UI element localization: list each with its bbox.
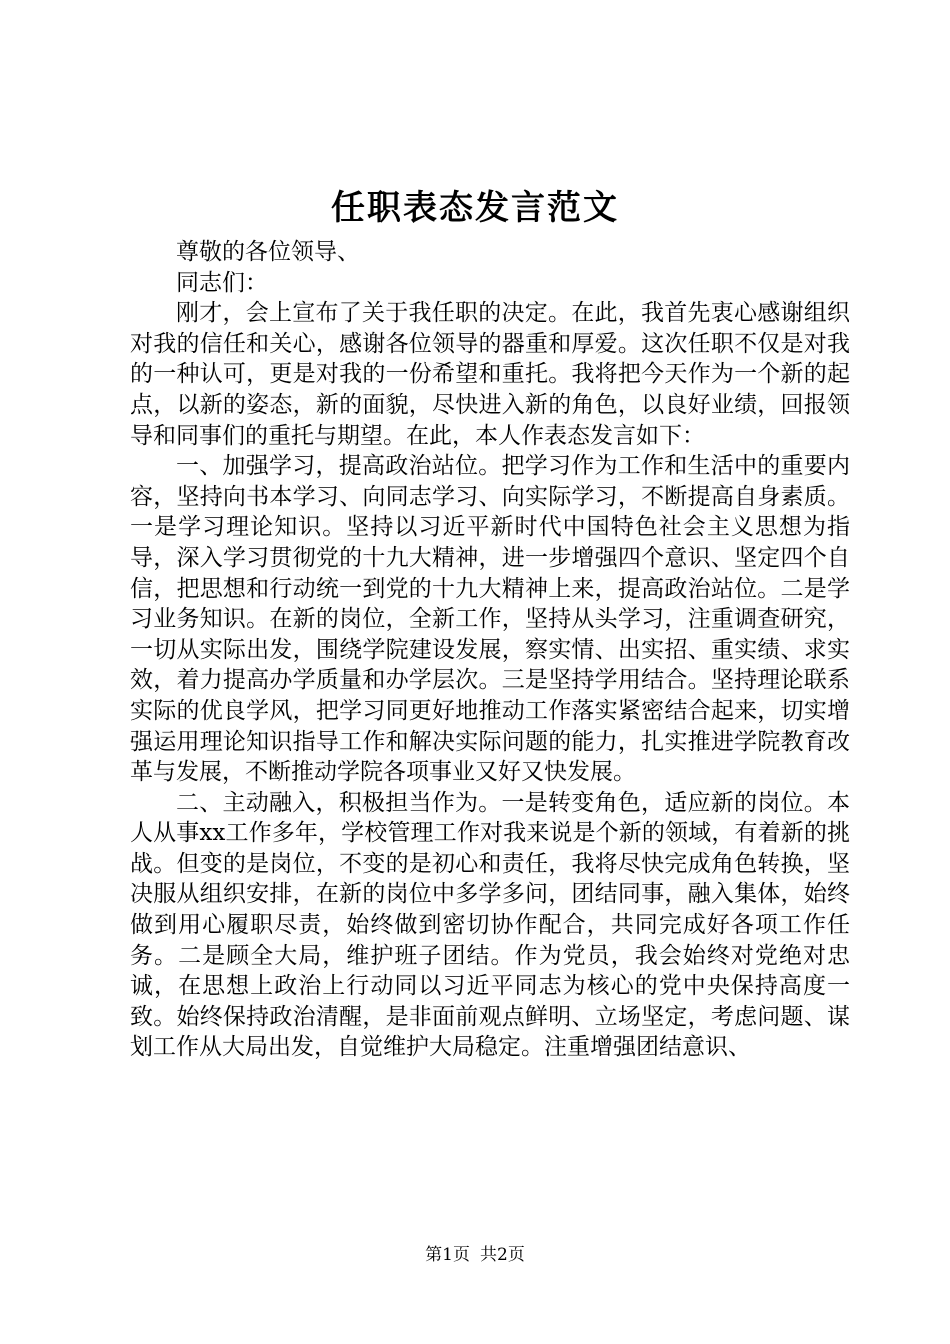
page-number-current: 第1页 [425,1245,470,1265]
salutation-line: 尊敬的各位领导、 [176,239,360,265]
body-paragraph: 一、加强学习，提高政治站位。把学习作为工作和生活中的重要内容，坚持向书本学习、向同志学习、向实际学习，不断提高自身素质。一是学习理论知识。坚持以习近平新时代中国特色社会主义思想为指导，深入学习贯彻党的十九大精神，进一步增强四个意识、坚定四个自信，把思想和行动统一到党的十九大精神上来，提高政治站位。二是学习业务知识。在新的岗位，全新工作，坚持从头学习，注重调查研究，一切从实际出发，围绕学院建设发展，察实情、出实招、重实绩、求实效，着力提高办学质量和办学层次。三是坚持学用结合。坚持理论联系实际的优良学风，把学习同更好地推动工作落实紧密结合起来，切实增强运用理论知识指导工作和解决实际问题的能力，扎实推进学院教育改革与发展，不断推动学院各项事业又好又快发展。 [130,453,850,786]
document-body [130,237,850,1063]
body-paragraph: 刚才，会上宣布了关于我任职的决定。在此，我首先衷心感谢组织对我的信任和关心，感谢各位领导的器重和厚爱。这次任职不仅是对我的一种认可，更是对我的一份希望和重托。我将把今天作为一个新的起点，以新的姿态，新的面貌，尽快进入新的角色，以良好业绩，回报领导和同事们的重托与期望。在此，本人作表态发言如下： [130,300,850,449]
page-number-total: 共2页 [480,1245,525,1265]
salutation-line: 同志们： [176,269,268,296]
body-paragraph: 二、主动融入，积极担当作为。一是转变角色，适应新的岗位。本人从事xx工作多年，学校管理工作对我来说是个新的领域，有着新的挑战。但变的是岗位，不变的是初心和责任，我将尽快完成角色转换，坚决服从组织安排，在新的岗位中多学多问，团结同事，融入集体，始终做到用心履职尽责，始终做到密切协作配合，共同完成好各项工作任务。二是顾全大局，维护班子团结。作为党员，我会始终对党绝对忠诚，在思想上政治上行动同以习近平同志为核心的党中央保持高度一致。始终保持政治清醒，是非面前观点鲜明、立场坚定，考虑问题、谋划工作从大局出发，自觉维护大局稳定。注重增强团结意识、 [130,789,850,1061]
document-title: 任职表态发言范文 [331,188,619,228]
page-footer [0,1243,950,1267]
